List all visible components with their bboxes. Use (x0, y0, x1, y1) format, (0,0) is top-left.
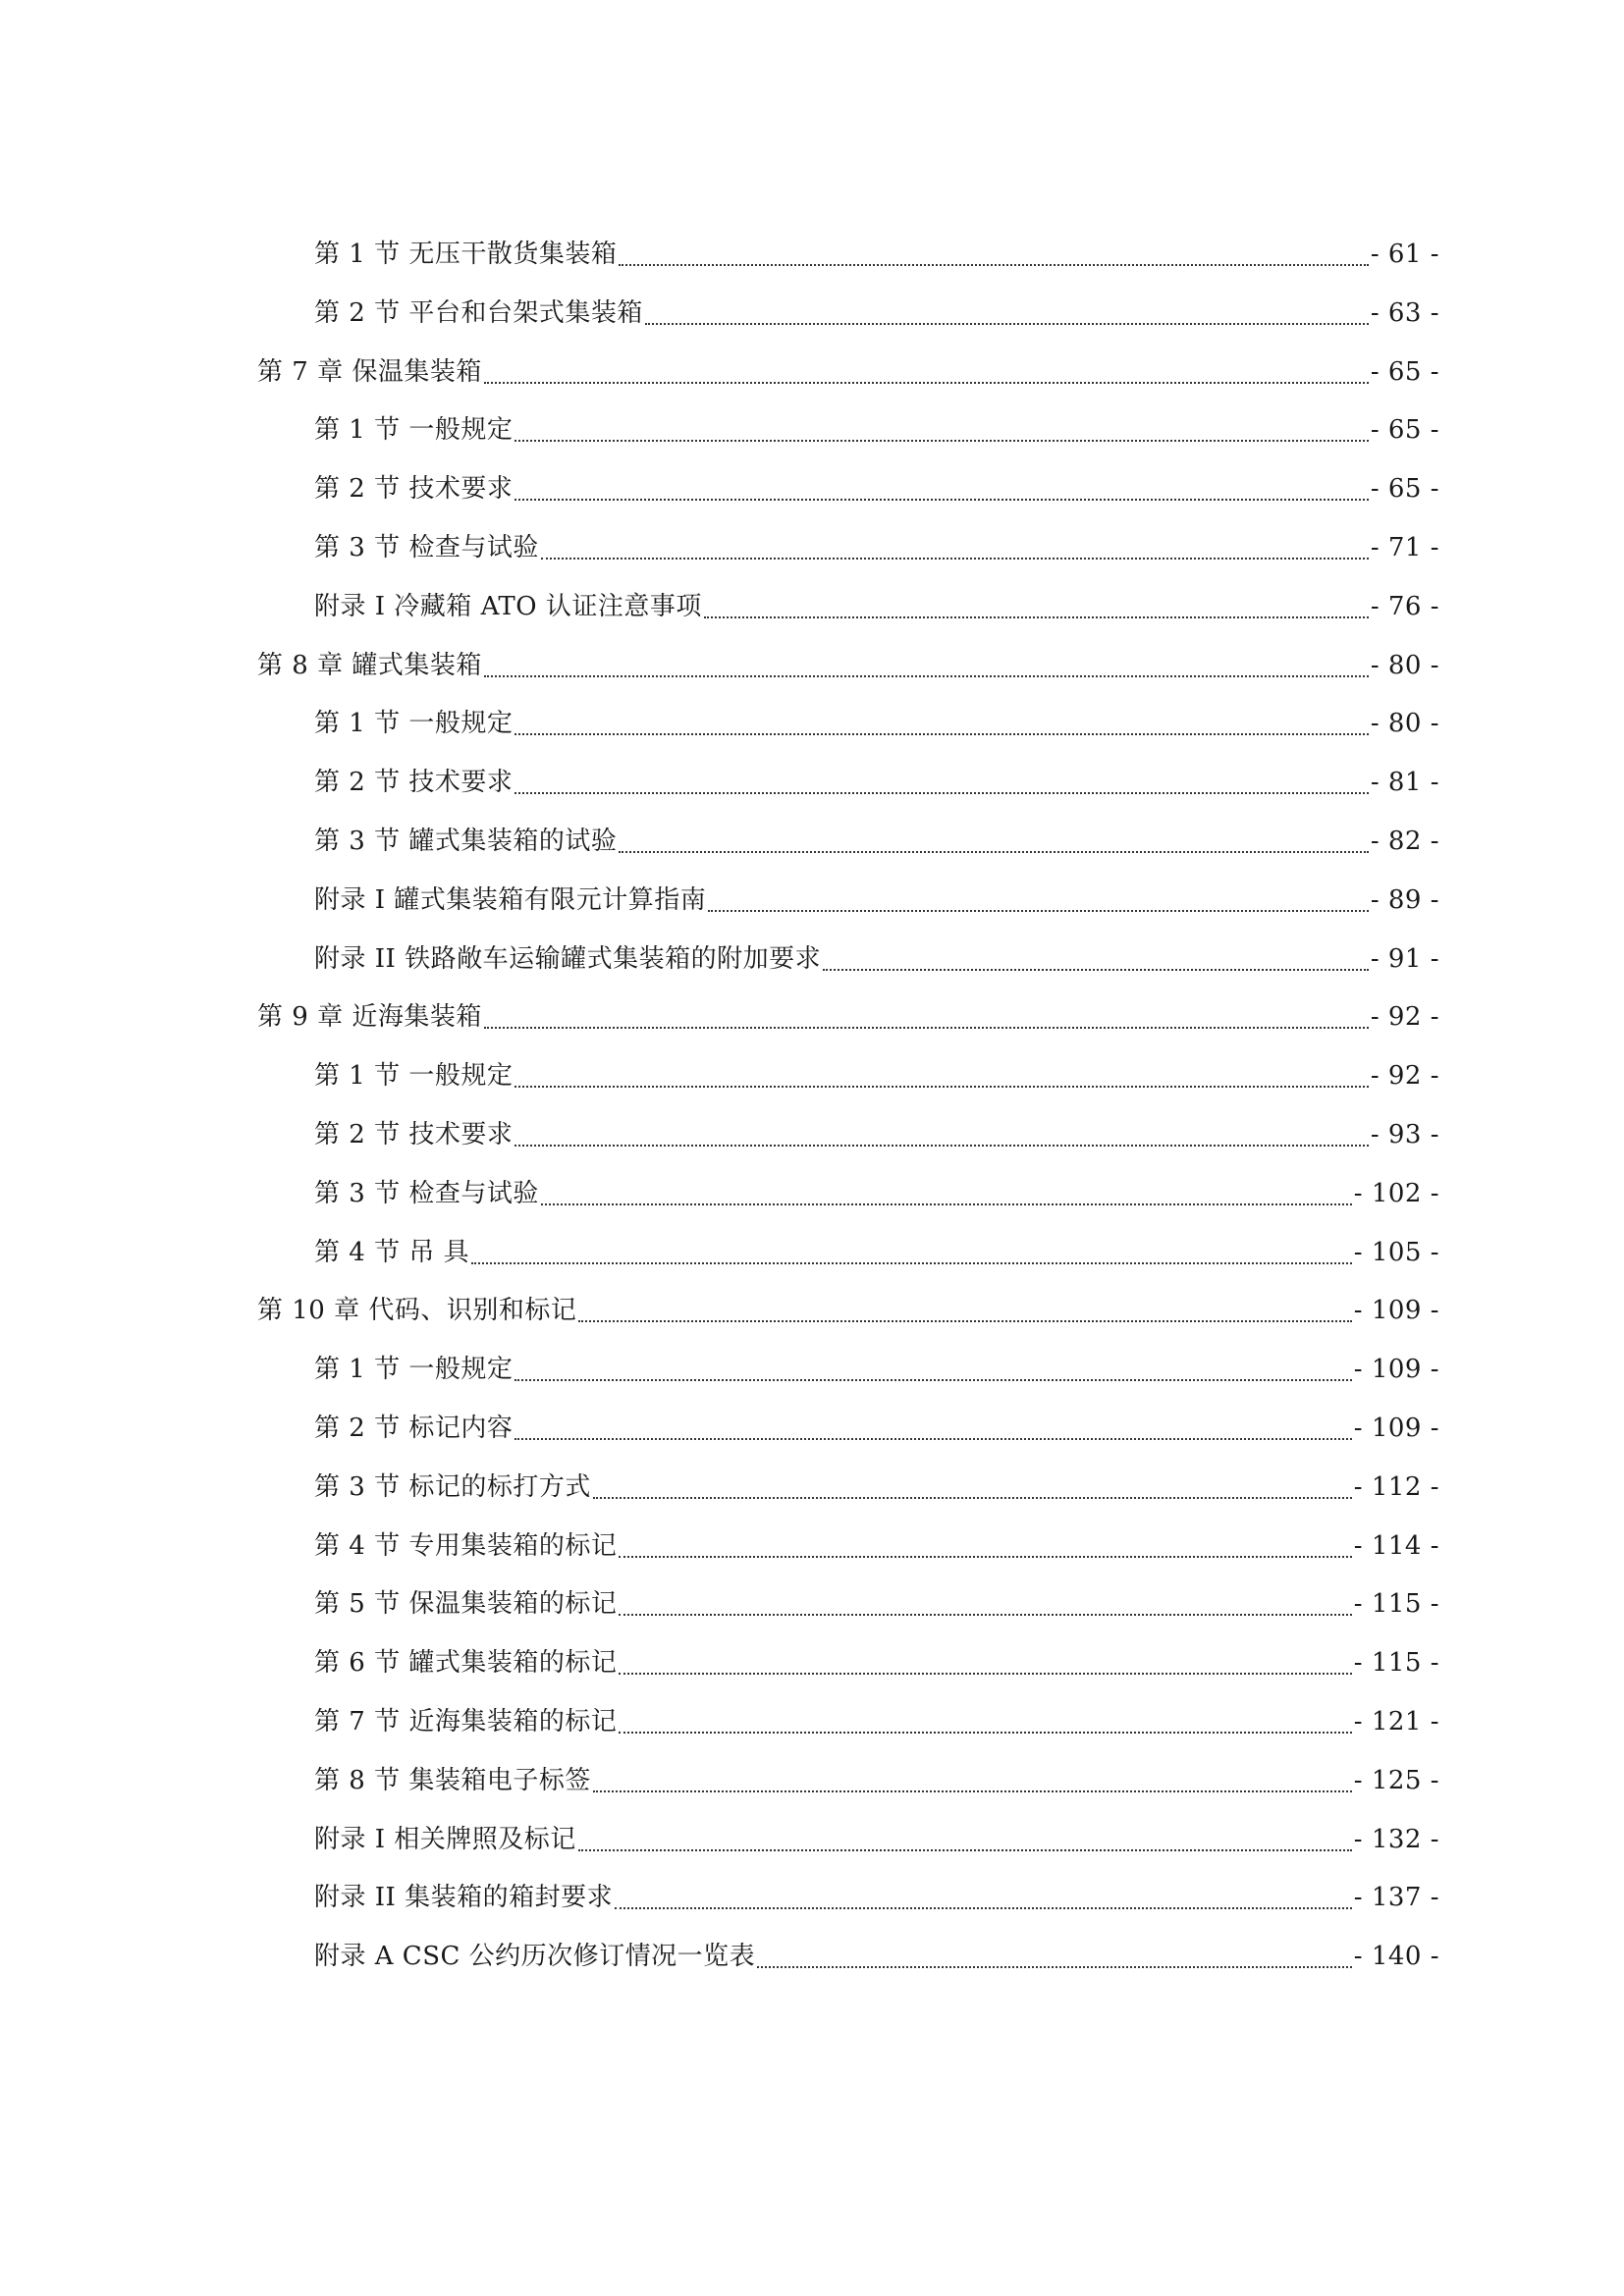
dot-leader (613, 1868, 1354, 1927)
toc-page-number: - 81 - (1370, 768, 1439, 798)
toc-section-entry[interactable] (0, 225, 1624, 284)
toc-section-entry[interactable] (0, 1458, 1624, 1517)
toc-entry-row (314, 930, 1439, 988)
dot-leader (706, 871, 1371, 930)
toc-entry-row (257, 988, 1439, 1046)
toc-entry-row (314, 1223, 1439, 1282)
toc-page-number: - 82 - (1370, 826, 1439, 856)
toc-page-number: - 140 - (1353, 1942, 1439, 1972)
toc-entry-title: 第 2 节 标记内容 (314, 1413, 514, 1443)
toc-entry-title: 第 2 节 技术要求 (314, 1119, 514, 1149)
toc-entry-row (314, 1105, 1439, 1164)
dot-leader (482, 988, 1371, 1046)
toc-page-number: - 137 - (1353, 1883, 1439, 1913)
toc-entry-row (314, 1751, 1439, 1810)
dot-leader (617, 1633, 1353, 1692)
toc-entry-title: 附录 I 相关牌照及标记 (314, 1824, 576, 1854)
toc-entry-title: 第 6 节 罐式集装箱的标记 (314, 1648, 618, 1679)
toc-page-number: - 65 - (1370, 415, 1439, 446)
toc-entry-row (314, 400, 1439, 459)
toc-entry-row (257, 636, 1439, 695)
dot-leader (617, 1692, 1353, 1751)
toc-section-entry[interactable] (0, 1223, 1624, 1282)
toc-chapter-entry[interactable] (0, 1281, 1624, 1340)
toc-section-entry[interactable] (0, 930, 1624, 988)
toc-page-number: - 112 - (1353, 1471, 1439, 1502)
toc-page-number: - 109 - (1353, 1355, 1439, 1385)
toc-page-number: - 89 - (1370, 884, 1439, 915)
dot-leader (576, 1810, 1354, 1869)
toc-page-number: - 80 - (1370, 650, 1439, 680)
toc-entry-row (314, 284, 1439, 343)
toc-section-entry[interactable] (0, 518, 1624, 577)
toc-entry-row (314, 812, 1439, 871)
dot-leader (702, 577, 1371, 636)
dot-leader (513, 400, 1370, 459)
toc-page-number: - 125 - (1353, 1765, 1439, 1795)
dot-leader (513, 1046, 1370, 1105)
toc-page-number: - 92 - (1370, 1002, 1439, 1033)
toc-section-entry[interactable] (0, 1399, 1624, 1458)
toc-section-entry[interactable] (0, 1633, 1624, 1692)
toc-entry-row (314, 1458, 1439, 1517)
toc-entry-title: 第 3 节 标记的标打方式 (314, 1471, 591, 1502)
toc-page-number: - 71 - (1370, 532, 1439, 562)
toc-entry-title: 第 1 节 一般规定 (314, 709, 514, 739)
toc-section-entry[interactable] (0, 1868, 1624, 1927)
toc-entry-title: 附录 A CSC 公约历次修订情况一览表 (314, 1942, 756, 1972)
toc-entry-title: 第 2 节 平台和台架式集装箱 (314, 297, 643, 328)
toc-entry-title: 第 4 节 吊 具 (314, 1237, 470, 1267)
dot-leader (576, 1281, 1353, 1340)
toc-page-number: - 132 - (1353, 1824, 1439, 1854)
toc-entry-row (314, 225, 1439, 284)
toc-entry-row (314, 1399, 1439, 1458)
toc-page-number: - 109 - (1353, 1413, 1439, 1443)
toc-entry-row (314, 1810, 1439, 1869)
toc-entry-row (257, 343, 1439, 401)
toc-entry-title: 第 5 节 保温集装箱的标记 (314, 1589, 618, 1620)
dot-leader (482, 636, 1371, 695)
toc-page-number: - 114 - (1353, 1530, 1439, 1561)
toc-entry-row (314, 1633, 1439, 1692)
toc-entry-title: 附录 I 罐式集装箱有限元计算指南 (314, 884, 707, 915)
toc-entry-row (257, 1281, 1439, 1340)
toc-section-entry[interactable] (0, 1105, 1624, 1164)
toc-entry-title: 第 3 节 检查与试验 (314, 1178, 539, 1208)
toc-entry-row (314, 1046, 1439, 1105)
toc-section-entry[interactable] (0, 400, 1624, 459)
toc-entry-title: 第 9 章 近海集装箱 (257, 1002, 482, 1033)
dot-leader (513, 1340, 1353, 1399)
toc-entry-title: 第 2 节 技术要求 (314, 474, 514, 505)
toc-page-number: - 121 - (1353, 1706, 1439, 1736)
toc-entry-row (314, 1517, 1439, 1575)
dot-leader (539, 1164, 1354, 1223)
dot-leader (513, 1105, 1370, 1164)
toc-section-entry[interactable] (0, 1164, 1624, 1223)
dot-leader (513, 694, 1370, 753)
dot-leader (513, 753, 1370, 812)
dot-leader (591, 1458, 1354, 1517)
toc-entry-title: 第 7 节 近海集装箱的标记 (314, 1706, 618, 1736)
dot-leader (482, 343, 1371, 401)
dot-leader (617, 812, 1370, 871)
toc-section-entry[interactable] (0, 1751, 1624, 1810)
dot-leader (591, 1751, 1354, 1810)
toc-page-number: - 76 - (1370, 591, 1439, 621)
toc-entry-row (314, 1340, 1439, 1399)
toc-section-entry[interactable] (0, 812, 1624, 871)
toc-section-entry[interactable] (0, 284, 1624, 343)
toc-chapter-entry[interactable] (0, 636, 1624, 695)
toc-entry-title: 附录 II 集装箱的箱封要求 (314, 1883, 614, 1913)
toc-chapter-entry[interactable] (0, 343, 1624, 401)
toc-entry-row (314, 577, 1439, 636)
toc-entry-title: 第 3 节 罐式集装箱的试验 (314, 826, 618, 856)
toc-section-entry[interactable] (0, 871, 1624, 930)
toc-entry-row (314, 1164, 1439, 1223)
dot-leader (513, 1399, 1353, 1458)
toc-section-entry[interactable] (0, 1517, 1624, 1575)
toc-section-entry[interactable] (0, 753, 1624, 812)
toc-entry-title: 第 1 节 无压干散货集装箱 (314, 240, 618, 269)
toc-entry-row (314, 518, 1439, 577)
dot-leader (755, 1927, 1354, 1986)
dot-leader (617, 225, 1370, 284)
toc-page-number: - 61 - (1370, 240, 1439, 269)
dot-leader (617, 1517, 1353, 1575)
toc-entry-title: 第 1 节 一般规定 (314, 1355, 514, 1385)
toc-page-number: - 102 - (1353, 1178, 1439, 1208)
toc-entry-row (314, 459, 1439, 518)
toc-page-number: - 91 - (1370, 943, 1439, 974)
toc-section-entry[interactable] (0, 577, 1624, 636)
toc-entry-row (314, 694, 1439, 753)
toc-entry-row (314, 1868, 1439, 1927)
toc-entry-title: 第 7 章 保温集装箱 (257, 356, 482, 387)
toc-section-entry[interactable] (0, 1340, 1624, 1399)
toc-page-number: - 115 - (1353, 1648, 1439, 1679)
toc-entry-title: 第 8 章 罐式集装箱 (257, 650, 482, 680)
toc-entry-row (314, 1927, 1439, 1986)
toc-entry-title: 第 8 节 集装箱电子标签 (314, 1765, 591, 1795)
toc-section-entry[interactable] (0, 694, 1624, 753)
toc-section-entry[interactable] (0, 1927, 1624, 1986)
dot-leader (539, 518, 1371, 577)
toc-page-number: - 93 - (1370, 1119, 1439, 1149)
table-of-contents (0, 225, 1624, 1986)
dot-leader (617, 1575, 1353, 1633)
toc-page-number: - 105 - (1353, 1237, 1439, 1267)
toc-entry-row (314, 871, 1439, 930)
toc-page-number: - 63 - (1370, 297, 1439, 328)
toc-page-number: - 65 - (1370, 474, 1439, 505)
dot-leader (821, 930, 1371, 988)
toc-entry-title: 附录 II 铁路敞车运输罐式集装箱的附加要求 (314, 943, 822, 974)
toc-page-number: - 65 - (1370, 356, 1439, 387)
toc-entry-title: 第 10 章 代码、识别和标记 (257, 1296, 577, 1326)
toc-entry-title: 第 2 节 技术要求 (314, 768, 514, 798)
toc-chapter-entry[interactable] (0, 988, 1624, 1046)
toc-section-entry[interactable] (0, 1575, 1624, 1633)
toc-entry-title: 第 4 节 专用集装箱的标记 (314, 1530, 618, 1561)
toc-entry-row (314, 1575, 1439, 1633)
toc-entry-title: 第 1 节 一般规定 (314, 415, 514, 446)
toc-page-number: - 115 - (1353, 1589, 1439, 1620)
toc-section-entry[interactable] (0, 1810, 1624, 1869)
dot-leader (643, 284, 1371, 343)
toc-page-number: - 92 - (1370, 1061, 1439, 1092)
dot-leader (469, 1223, 1354, 1282)
toc-page-number: - 80 - (1370, 709, 1439, 739)
toc-page-number: - 109 - (1353, 1296, 1439, 1326)
toc-section-entry[interactable] (0, 459, 1624, 518)
toc-entry-row (314, 1692, 1439, 1751)
toc-section-entry[interactable] (0, 1046, 1624, 1105)
toc-section-entry[interactable] (0, 1692, 1624, 1751)
toc-entry-title: 第 3 节 检查与试验 (314, 532, 539, 562)
toc-entry-title: 附录 I 冷藏箱 ATO 认证注意事项 (314, 591, 702, 621)
toc-entry-row (314, 753, 1439, 812)
dot-leader (513, 459, 1370, 518)
toc-entry-title: 第 1 节 一般规定 (314, 1061, 514, 1092)
